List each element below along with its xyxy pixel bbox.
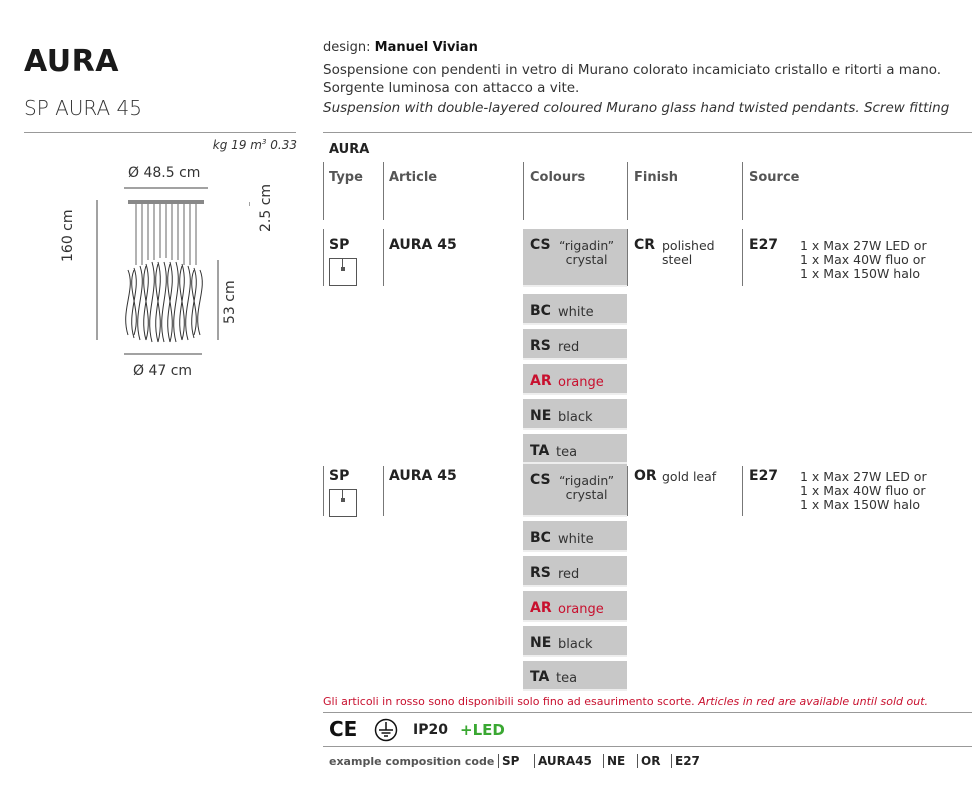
- bottom-diameter-label: Ø 47 cm: [133, 363, 193, 379]
- colour-code: BC: [530, 303, 551, 319]
- body-height-label: 53 cm: [222, 280, 238, 324]
- designer-line: design: Manuel Vivian: [323, 40, 478, 55]
- colour-code: AR: [530, 600, 552, 616]
- description-it-2: Sorgente luminosa con attacco a vite.: [323, 80, 580, 96]
- header-article: Article: [389, 170, 438, 185]
- ce-mark-icon: CE: [329, 717, 358, 741]
- suspension-icon: [329, 258, 357, 286]
- colour-name: white: [558, 305, 594, 320]
- finish-name: gold leaf: [662, 469, 717, 484]
- source-code: E27: [749, 237, 779, 253]
- colour-name: red: [558, 567, 580, 582]
- composition-label: example composition code: [329, 755, 495, 768]
- header-colours: Colours: [530, 170, 586, 185]
- weight-volume: kg 19 $m^3$ 0.33: [212, 138, 297, 152]
- colour-code: RS: [530, 338, 551, 354]
- colour-name: black: [558, 637, 593, 652]
- finish-code: CR: [634, 237, 656, 253]
- divider: [323, 132, 972, 133]
- header-type: Type: [329, 170, 363, 185]
- column-divider: [523, 162, 524, 220]
- finish-name: polished steel: [662, 238, 715, 267]
- colour-name: orange: [558, 602, 604, 617]
- type-code: SP: [329, 237, 350, 253]
- source-code: E27: [749, 468, 779, 484]
- product-model: SP AURA 45: [24, 96, 143, 120]
- suspension-icon: [329, 489, 357, 517]
- ip-rating: IP20: [413, 722, 448, 738]
- divider: [24, 132, 296, 133]
- lamp-options: 1 x Max 27W LED or 1 x Max 40W fluo or 1 x Max 150W halo: [800, 238, 927, 281]
- colour-code: AR: [530, 373, 552, 389]
- colour-code: NE: [530, 408, 552, 424]
- colour-code: TA: [530, 443, 550, 459]
- availability-note: Gli articoli in rosso sono disponibili solo fino ad esaurimento scorte. Articles in red are available until sold out.: [323, 695, 929, 708]
- type-code: SP: [329, 468, 350, 484]
- lamp-drawing: [90, 180, 250, 360]
- header-finish: Finish: [634, 170, 679, 185]
- colour-name: tea: [556, 445, 578, 460]
- colour-name: black: [558, 410, 593, 425]
- description-en: Suspension with double-layered coloured Murano glass hand twisted pendants. Screw fitting: [323, 100, 950, 116]
- ground-symbol-icon: [374, 718, 398, 742]
- article-code: AURA 45: [389, 468, 457, 484]
- composition-part: SP: [498, 754, 519, 768]
- colour-name: white: [558, 532, 594, 547]
- colour-name: “rigadin” crystal: [559, 473, 615, 502]
- divider: [323, 746, 972, 747]
- article-code: AURA 45: [389, 237, 457, 253]
- colour-code: BC: [530, 530, 551, 546]
- description-it-1: Sospensione con pendenti in vetro di Murano colorato incamiciato cristallo e ritorti a mano.: [323, 62, 942, 78]
- composition-part: OR: [637, 754, 660, 768]
- colour-name: red: [558, 340, 580, 355]
- column-divider: [383, 162, 384, 220]
- family-label: AURA: [329, 142, 370, 157]
- colour-code: TA: [530, 669, 550, 685]
- colour-code: CS: [530, 237, 551, 253]
- lamp-options: 1 x Max 27W LED or 1 x Max 40W fluo or 1 x Max 150W halo: [800, 469, 927, 512]
- composition-part: E27: [671, 754, 700, 768]
- top-diameter-label: Ø 48.5 cm: [128, 165, 201, 181]
- finish-code: OR: [634, 468, 657, 484]
- column-divider: [323, 162, 324, 220]
- header-source: Source: [749, 170, 800, 185]
- column-divider: [742, 162, 743, 220]
- column-divider: [627, 162, 628, 220]
- canopy-height-label: 2.5 cm: [258, 183, 274, 232]
- led-badge: +LED: [460, 721, 505, 739]
- composition-part: NE: [603, 754, 625, 768]
- product-title: AURA: [24, 44, 119, 79]
- colour-name: tea: [556, 671, 578, 686]
- colour-name: orange: [558, 375, 604, 390]
- colour-code: CS: [530, 472, 551, 488]
- composition-part: AURA45: [534, 754, 592, 768]
- total-height-label: 160 cm: [60, 209, 76, 262]
- colour-name: “rigadin” crystal: [559, 238, 615, 267]
- colour-code: NE: [530, 635, 552, 651]
- divider: [323, 712, 972, 713]
- colour-code: RS: [530, 565, 551, 581]
